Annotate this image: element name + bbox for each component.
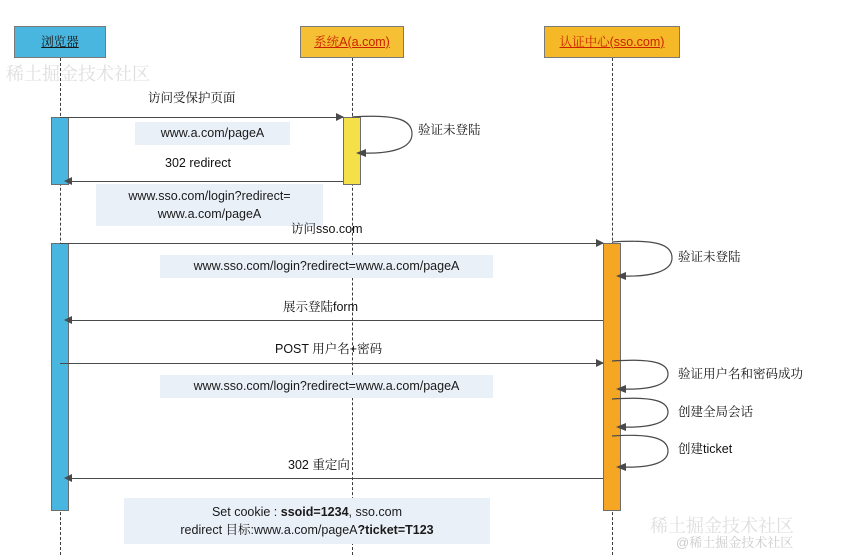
message-arrow-access-sso xyxy=(60,243,603,244)
self-message-verify-credentials xyxy=(612,358,804,398)
message-arrow-access-protected-page xyxy=(60,117,343,118)
arrowhead-left-icon xyxy=(64,474,72,482)
message-label-access-sso: 访问sso.com xyxy=(291,222,363,236)
activation-browser-2 xyxy=(51,243,69,511)
arrowhead-right-icon xyxy=(336,113,344,121)
self-message-label-verify-not-logged-sso: 验证未登陆 xyxy=(678,250,741,264)
arrowhead-left-icon xyxy=(64,177,72,185)
self-message-label-create-session: 创建全局会话 xyxy=(678,405,754,419)
self-message-create-session xyxy=(612,396,754,436)
message-label-302-redirect-2: 302 重定向 xyxy=(288,458,350,472)
watermark-faint-2: 稀土掘金技术社区 xyxy=(650,516,794,536)
message-label-access-protected-page: 访问受保护页面 xyxy=(148,91,236,105)
message-label-show-login-form: 展示登陆form xyxy=(283,300,359,314)
arrowhead-left-icon xyxy=(64,316,72,324)
participant-sso[interactable]: 认证中心(sso.com) xyxy=(544,26,680,58)
message-label-post-credentials: POST 用户名+密码 xyxy=(275,342,383,356)
self-message-verify-not-logged-a xyxy=(352,112,481,162)
note-sso-login-redirect xyxy=(96,184,323,226)
arrowhead-right-icon xyxy=(596,359,604,367)
self-message-label-create-ticket: 创建ticket xyxy=(678,442,733,456)
message-arrow-302-redirect-2 xyxy=(69,478,603,479)
self-message-label-verify-credentials: 验证用户名和密码成功 xyxy=(678,367,804,381)
self-message-verify-not-logged-sso xyxy=(612,238,741,286)
arrowhead-right-icon xyxy=(596,239,604,247)
participant-system-a[interactable]: 系统A(a.com) xyxy=(300,26,404,58)
note-line-2: www.a.com/pageA xyxy=(157,207,262,221)
watermark-faint-1: 稀土掘金技术社区 xyxy=(6,64,150,84)
message-label-302-redirect: 302 redirect xyxy=(165,156,232,170)
note-line-1: www.sso.com/login?redirect= xyxy=(128,189,291,203)
activation-browser-1 xyxy=(51,117,69,185)
message-arrow-post-credentials xyxy=(60,363,603,364)
self-message-create-ticket xyxy=(612,433,733,475)
note-line-1: Set cookie : ssoid=1234, sso.com xyxy=(211,505,403,519)
message-arrow-302-redirect xyxy=(69,181,343,182)
watermark-main: @稀土掘金技术社区 xyxy=(676,535,794,550)
note-set-cookie xyxy=(124,498,490,544)
participant-browser[interactable]: 浏览器 xyxy=(14,26,106,58)
note-sso-login-full-2: www.sso.com/login?redirect=www.a.com/pageA xyxy=(160,375,493,398)
note-sso-login-full: www.sso.com/login?redirect=www.a.com/pageA xyxy=(160,255,493,278)
note-page-a: www.a.com/pageA xyxy=(135,122,290,145)
message-arrow-show-login-form xyxy=(69,320,603,321)
self-message-label-verify-not-logged-a: 验证未登陆 xyxy=(418,123,481,137)
note-line-2: redirect 目标:www.a.com/pageA?ticket=T123 xyxy=(180,523,434,537)
